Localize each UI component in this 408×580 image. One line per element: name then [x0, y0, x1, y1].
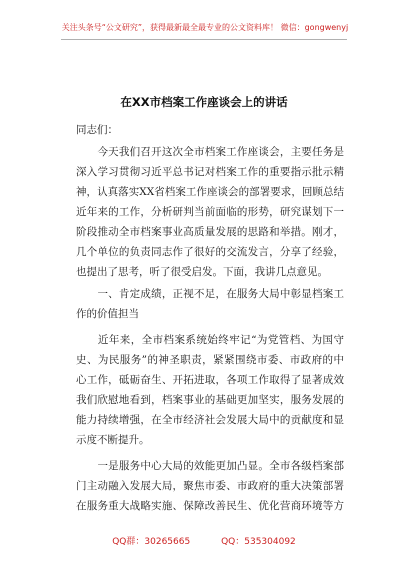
section-heading-one	[76, 284, 344, 324]
text-line: 几个单位的负责同志作了很好的交流发言，分享了经验，	[76, 246, 344, 258]
text-line: 我们欣慰地看到，档案事业的基础更加坚实，服务发展的	[76, 394, 344, 406]
salutation: 同志们：	[76, 124, 118, 136]
qq-group-label: QQ群：30265665	[112, 537, 191, 547]
paragraph-point-one	[76, 456, 344, 516]
text-line: 神，认真落实XX省档案工作座谈会的部署要求，回顾总结	[76, 186, 344, 198]
text-line: 能力持续增强，在全市经济社会发展大局中的贡献度和显	[76, 414, 344, 426]
footer-contact	[0, 534, 408, 547]
text-line: 示度不断提升。	[76, 434, 150, 446]
text-line: 一、肯定成绩，正视不足，在服务大局中彰显档案工	[76, 288, 344, 300]
text-line: 一是服务中心大局的效能更加凸显。全市各级档案部	[76, 460, 344, 472]
text-line: 阶段推动全市档案事业高质量发展的思路和举措。刚才，	[76, 226, 344, 238]
text-line: 近年来，全市档案系统始终牢记“为党管档、为国守	[76, 334, 344, 346]
text-line: 近年来的工作，分析研判当前面临的形势，研究谋划下一	[76, 206, 344, 218]
text-line: 深入学习贯彻习近平总书记对档案工作的重要指示批示精	[76, 166, 344, 178]
document-title: 在XX市档案工作座谈会上的讲话	[120, 95, 288, 109]
text-line: 今天我们召开这次全市档案工作座谈会，主要任务是	[76, 146, 344, 158]
text-line: 在服务重大战略实施、保障改善民生、优化营商环境等方	[76, 500, 344, 512]
text-line: 门主动融入发展大局，聚焦市委、市政府的重大决策部署	[76, 480, 344, 492]
paragraph-achievements	[76, 330, 344, 450]
text-line: 作的价值担当	[76, 308, 139, 320]
paragraph-intro	[76, 142, 344, 282]
qq-contact-label: QQ：535304092	[221, 537, 296, 547]
header-promo-note: 关注头条号“公文研究”，获得最新最全最专业的公文资料库！ 微信：gongwenyj	[61, 23, 349, 32]
text-line: 也提出了思考，听了很受启发。下面，我讲几点意见。	[76, 266, 328, 278]
header-divider	[61, 39, 347, 40]
text-line: 心工作，砥砺奋生、开拓进取，各项工作取得了显著成效	[76, 374, 344, 386]
text-line: 史、为民服务”的神圣职责，紧紧围绕市委、市政府的中	[76, 354, 344, 366]
